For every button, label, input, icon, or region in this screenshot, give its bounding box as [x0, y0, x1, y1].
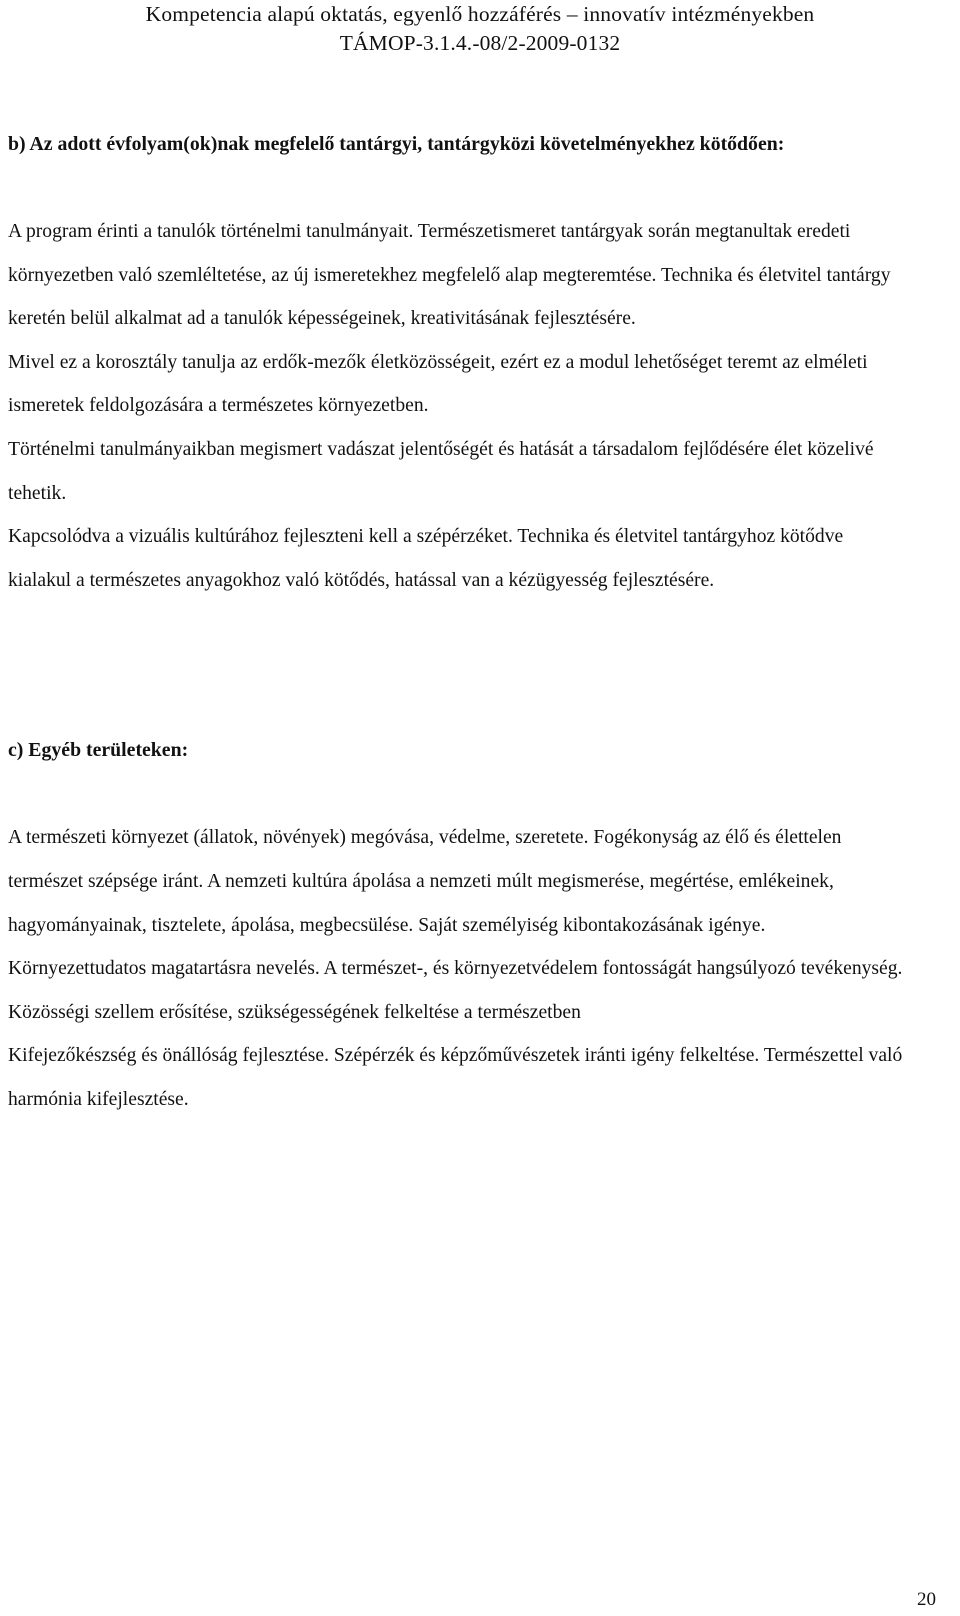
document-body [8, 122, 903, 1122]
page-number: 20 [917, 1589, 936, 1610]
page-header [0, 0, 960, 58]
section-b-heading: b) Az adott évfolyam(ok)nak megfelelő tantárgyi, tantárgyközi követelményekhez kötődően: [8, 133, 785, 155]
section-b-paragraph: Mivel ez a korosztály tanulja az erdők-mezők életközösségeit, ezért ez a modul lehetőséget teremt az elméleti ismeretek feldolgozására a természetes környezetben. [8, 351, 868, 417]
section-c-paragraph: A természeti környezet (állatok, növények) megóvása, védelme, szeretete. Fogékonyság az élő és élettelen természet szépsége iránt. A nemzeti kultúra ápolása a nemzeti múlt megismerése, megértése, emlékeinek, hagyományainak, tisztelete, ápolása, megbecsülése. Saját személyiség kibontakozásának igénye. [8, 827, 842, 936]
header-project-code: TÁMOP-3.1.4.-08/2-2009-0132 [339, 31, 621, 55]
section-b-paragraph: A program érinti a tanulók történelmi tanulmányait. Természetismeret tantárgyak során megtanultak eredeti környezetben való szemléltetése, az új ismeretekhez megfelelő alap megteremtése. Technika és életvitel tantárgy keretén belül alkalmat ad a tanulók képességeinek, kreativitásának fejlesztésére. [8, 221, 891, 330]
section-b-paragraph: Történelmi tanulmányaikban megismert vadászat jelentőségét és hatását a társadalom fejlődésére élet közelivé tehetik. [8, 438, 874, 504]
section-c-paragraph: Környezettudatos magatartásra nevelés. A természet-, és környezetvédelem fontosságát hangsúlyozó tevékenység. Közösségi szellem erősítése, szükségességének felkeltése a természetben [8, 958, 903, 1023]
section-b-paragraph: Kapcsolódva a vizuális kultúrához fejleszteni kell a szépérzéket. Technika és életvitel tantárgyhoz kötődve kialakul a természetes anyagokhoz való kötődés, hatással van a kézügyesség fejlesztésére. [8, 526, 844, 591]
header-project-title: Kompetencia alapú oktatás, egyenlő hozzáférés – innovatív intézményekben [145, 2, 815, 26]
section-c-paragraph: Kifejezőkészség és önállóság fejlesztése. Szépérzék és képzőművészetek iránti igény felkeltése. Természettel való harmónia kifejlesztése. [8, 1045, 903, 1110]
section-c-heading: c) Egyéb területeken: [8, 739, 189, 762]
